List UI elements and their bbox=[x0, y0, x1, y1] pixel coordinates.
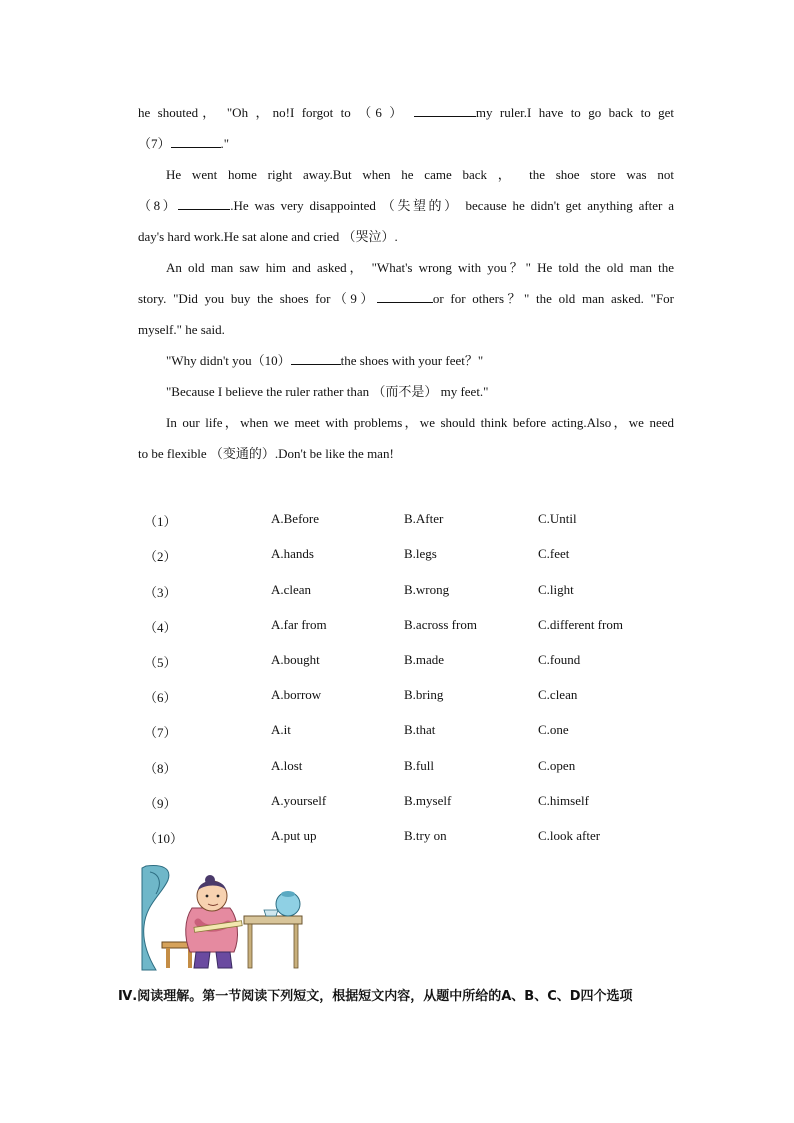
answer-blank-7 bbox=[171, 133, 221, 148]
option-row: （3） A.clean B.wrong C.light bbox=[144, 582, 574, 600]
option-row: （4） A.far from B.across from C.different from bbox=[144, 617, 623, 635]
story-line-4: （8） .He was very disappointed （失望的） because he didn't get anything after a bbox=[138, 190, 674, 221]
story-line-5: day's hard work.He sat alone and cried （哭泣）. bbox=[138, 229, 398, 244]
man-measuring-feet-illustration bbox=[140, 864, 304, 972]
option-row: （8） A.lost B.full C.open bbox=[144, 758, 576, 776]
answer-blank-6 bbox=[414, 102, 476, 117]
option-row: （5） A.bought B.made C.found bbox=[144, 652, 581, 670]
story-line-6: An old man saw him and asked， "What's wrong with you？" He told the old man the bbox=[166, 260, 674, 275]
option-row: （6） A.borrow B.bring C.clean bbox=[144, 687, 578, 705]
option-row: （9） A.yourself B.myself C.himself bbox=[144, 793, 589, 811]
option-row: （7） A.it B.that C.one bbox=[144, 722, 569, 740]
story-line-8: myself." he said. bbox=[138, 322, 225, 337]
answer-blank-9 bbox=[377, 288, 433, 303]
option-row: （1） A.Before B.After C.Until bbox=[144, 511, 577, 529]
story-line-1: he shouted， "Oh ，no!I forgot to （6 ） my ruler.I have to go back to get bbox=[138, 97, 674, 128]
story-line-2: （7） ." bbox=[138, 128, 674, 159]
story-text bbox=[138, 97, 674, 469]
story-line-11: In our life，when we meet with problems，we should think before acting.Also，we need bbox=[166, 415, 674, 430]
story-line-3: He went home right away.But when he came back ， the shoe store was not bbox=[166, 167, 674, 182]
story-line-10: "Because I believe the ruler rather than （而不是） my feet." bbox=[166, 384, 489, 399]
section-heading: Ⅳ.阅读理解。第一节阅读下列短文，根据短文内容，从题中所给的A、B、C、D四个选项 bbox=[118, 989, 633, 1004]
option-row: （2） A.hands B.legs C.feet bbox=[144, 546, 570, 564]
story-line-7: story. "Did you buy the shoes for（9） or for others？" the old man asked. "For bbox=[138, 283, 674, 314]
story-line-12: to be flexible （变通的）.Don't be like the man! bbox=[138, 446, 394, 461]
answer-blank-10 bbox=[291, 350, 341, 365]
story-line-9: "Why didn't you（10） the shoes with your feet？" bbox=[138, 345, 674, 376]
option-row: （10） A.put up B.try on C.look after bbox=[144, 828, 601, 846]
answer-blank-8 bbox=[178, 195, 230, 210]
